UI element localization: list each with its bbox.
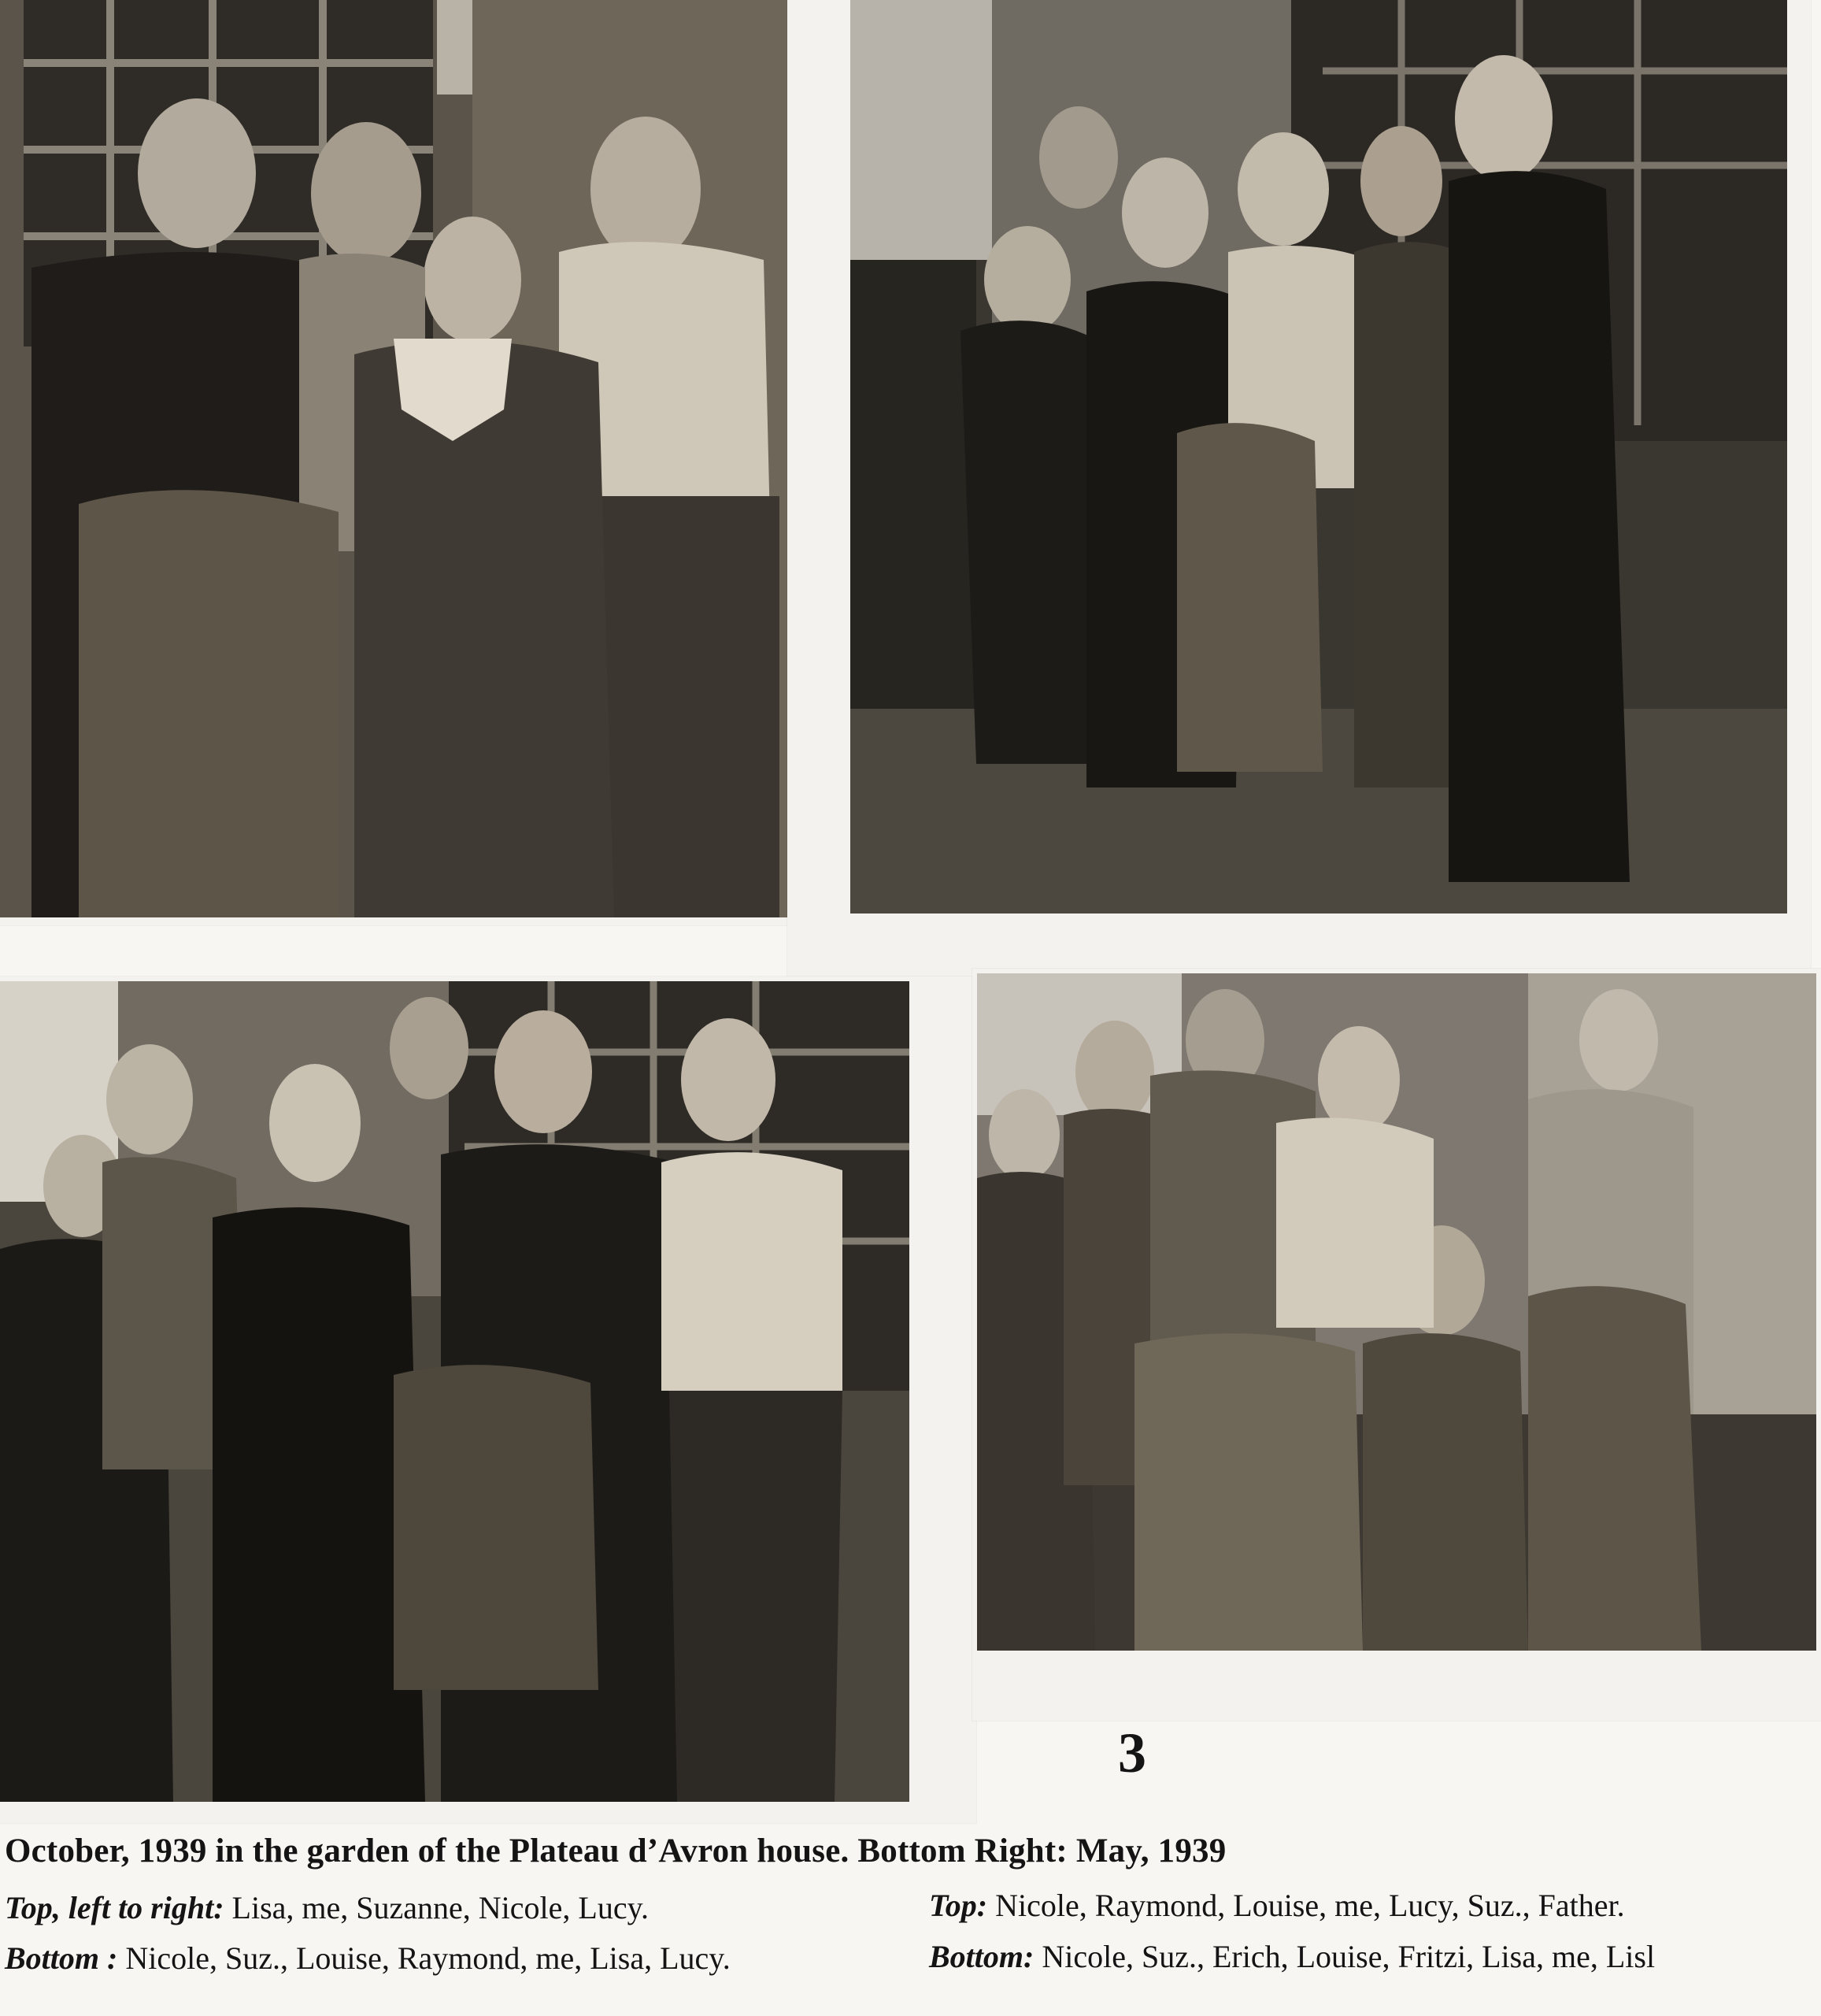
- photo-bottom-right-image: [977, 973, 1816, 1651]
- caption-left-bottom-label: Bottom :: [5, 1940, 118, 1976]
- photo-top-left-mount: [0, 0, 795, 925]
- caption-left-top-names: Lisa, me, Suzanne, Nicole, Lucy.: [224, 1890, 649, 1925]
- photo-bottom-left: [0, 981, 909, 1802]
- caption-left-top-label: Top, left to right:: [5, 1890, 224, 1925]
- page-number: 3: [1118, 1721, 1146, 1784]
- caption-left-bottom-names: Nicole, Suz., Louise, Raymond, me, Lisa, Lucy.: [117, 1940, 731, 1976]
- photo-top-left-image: [0, 0, 787, 917]
- caption-right-bottom-names: Nicole, Suz., Erich, Louise, Fritzi, Lisa, me, Lisl: [1034, 1939, 1656, 1974]
- photo-top-right: [850, 0, 1787, 914]
- photo-top-right-image: [850, 0, 1787, 914]
- photo-top-left: [0, 0, 787, 917]
- caption-right-top-names: Nicole, Raymond, Louise, me, Lucy, Suz., Father.: [987, 1888, 1625, 1923]
- photo-top-right-mount: [787, 0, 1811, 976]
- caption-right-top: [929, 1890, 1625, 1922]
- caption-right-top-label: Top:: [929, 1888, 988, 1923]
- photo-bottom-right-mount: [972, 969, 1821, 1721]
- photo-bottom-left-image: [0, 981, 909, 1802]
- caption-right-bottom: [929, 1941, 1655, 1973]
- photo-bottom-right: [977, 973, 1816, 1651]
- photo-bottom-left-mount: [0, 976, 976, 1823]
- caption-left-top: [5, 1892, 649, 1924]
- caption-right-bottom-label: Bottom:: [929, 1939, 1034, 1974]
- caption-left-bottom: [5, 1940, 731, 1976]
- caption-title: October, 1939 in the garden of the Plateau d’Avron house. Bottom Right: May, 1939: [5, 1833, 1227, 1870]
